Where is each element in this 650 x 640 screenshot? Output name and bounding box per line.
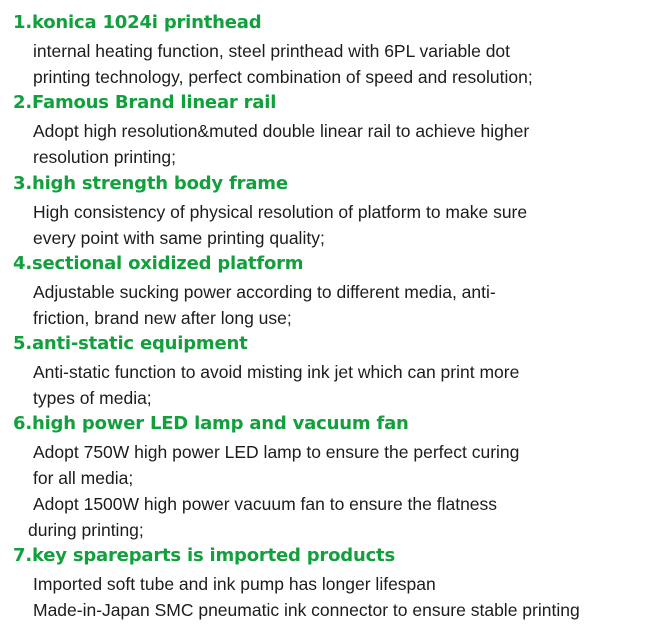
section-1-line-2: printing technology, perfect combination of speed and resolution; [33,67,533,87]
section-4-title: 4.sectional oxidized platform [13,253,304,274]
section-3-line-1: High consistency of physical resolution of platform to make sure [33,202,528,222]
section-5-title: 5.anti-static equipment [13,333,248,354]
section-7-title: 7.key spareparts is imported products [13,545,395,566]
section-2-title: 2.Famous Brand linear rail [13,92,277,113]
section-2-line-1: Adopt high resolution&muted double linear rail to achieve higher [33,121,530,141]
section-1-line-1: internal heating function, steel printhead with 6PL variable dot [33,41,511,61]
section-5-line-1: Anti-static function to avoid misting ink jet which can print more [33,362,520,382]
section-6-line-1: Adopt 750W high power LED lamp to ensure the perfect curing [33,442,520,462]
section-3-title: 3.high strength body frame [13,173,288,194]
section-4-line-2: friction, brand new after long use; [33,308,292,328]
section-6-line-3: Adopt 1500W high power vacuum fan to ensure the flatness [33,494,498,514]
section-2-line-2: resolution printing; [33,147,176,167]
section-5-line-2: types of media; [33,388,152,408]
section-6-line-4: during printing; [28,520,144,540]
section-7-line-1: Imported soft tube and ink pump has longer lifespan [33,574,436,594]
section-7-line-2: Made-in-Japan SMC pneumatic ink connector to ensure stable printing [33,600,580,620]
section-1-title: 1.konica 1024i printhead [13,12,262,33]
section-4-line-1: Adjustable sucking power according to different media, anti- [33,282,496,302]
section-3-line-2: every point with same printing quality; [33,228,325,248]
section-6-title: 6.high power LED lamp and vacuum fan [13,413,409,434]
section-6-line-2: for all media; [33,468,134,488]
